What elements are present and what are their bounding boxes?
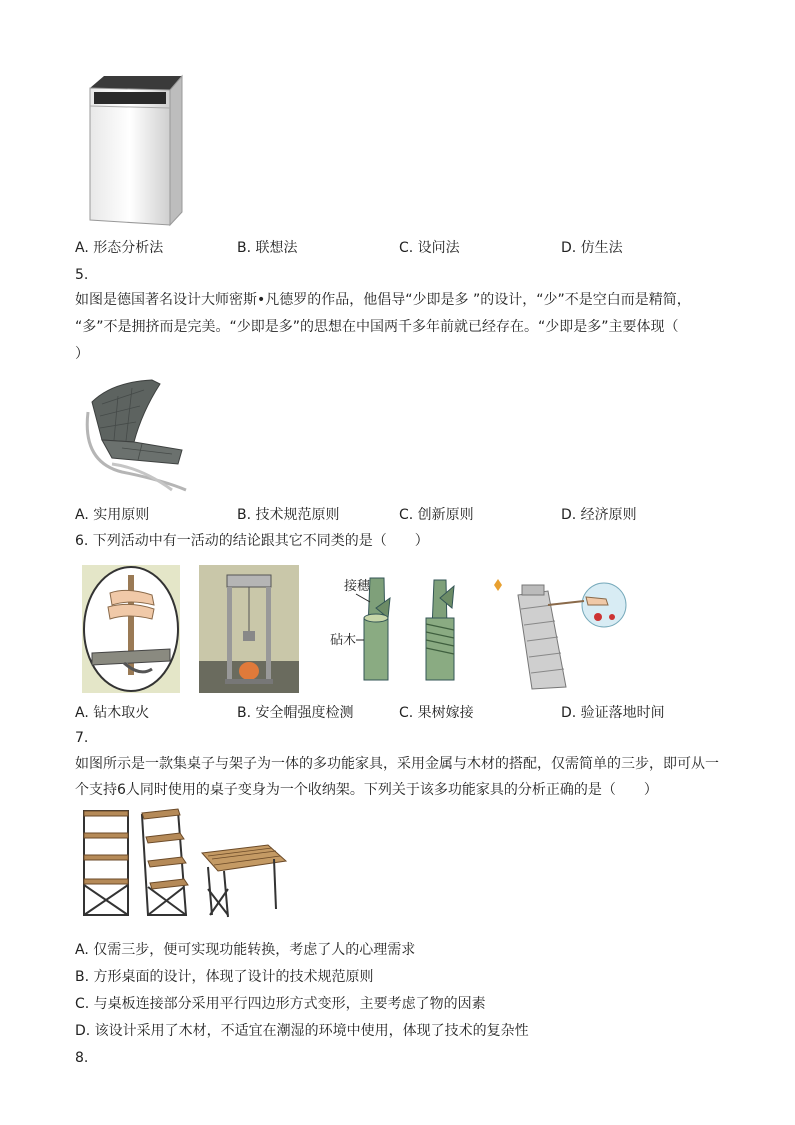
barcelona-chair-image [82, 372, 192, 494]
q4-option-a: A. 形态分析法 [75, 240, 164, 256]
multifunction-furniture-image [78, 805, 290, 923]
air-purifier-image [82, 70, 187, 230]
q5-option-c: C. 创新原则 [399, 507, 474, 523]
q6-option-a: A. 钻木取火 [75, 705, 150, 721]
q5-option-a: A. 实用原则 [75, 507, 150, 523]
q6-option-b: B. 安全帽强度检测 [237, 705, 354, 721]
q7-option-b: B. 方形桌面的设计，体现了设计的技术规范原则 [75, 969, 374, 985]
q4-option-d: D. 仿生法 [561, 240, 623, 256]
q8-number: 8. [75, 1050, 89, 1066]
q4-option-b: B. 联想法 [237, 240, 298, 256]
q7-option-c: C. 与桌板连接部分采用平行四边形方式变形，主要考虑了物的因素 [75, 996, 486, 1012]
drill-fire-image [82, 565, 180, 693]
q6-option-c: C. 果树嫁接 [399, 705, 474, 721]
q7-text-line1: 如图所示是一款集桌子与架子为一体的多功能家具，采用金属与木材的搭配，仅需简单的三步，即可从一 [75, 756, 719, 772]
graft-label-rootstock: 砧木 [330, 633, 357, 648]
q5-number: 5. [75, 267, 89, 283]
q5-option-b: B. 技术规范原则 [237, 507, 340, 523]
q7-option-a: A. 仅需三步，便可实现功能转换，考虑了人的心理需求 [75, 942, 416, 958]
q5-option-d: D. 经济原则 [561, 507, 637, 523]
graft-label-scion: 接穗 [344, 579, 371, 594]
q6-option-d: D. 验证落地时间 [561, 705, 665, 721]
q4-option-c: C. 设问法 [399, 240, 460, 256]
helmet-test-image [199, 565, 299, 693]
grafting-image [330, 568, 480, 690]
q5-text-line1: 如图是德国著名设计大师密斯•凡德罗的作品，他倡导“少即是多 ”的设计，“少”不是空白而是精简， [75, 292, 691, 308]
q7-number: 7. [75, 730, 89, 746]
leaning-tower-image [488, 575, 628, 693]
q6-text: 6. 下列活动中有一活动的结论跟其它不同类的是（ ） [75, 533, 429, 549]
q5-text-line2: “多”不是拥挤而是完美。“少即是多”的思想在中国两千多年前就已经存在。“少即是多”主要体现（ [75, 319, 679, 335]
q5-text-line3: ） [75, 346, 89, 362]
q7-text-line2: 个支持6人同时使用的桌子变身为一个收纳架。下列关于该多功能家具的分析正确的是（ ） [75, 782, 658, 798]
q7-option-d: D. 该设计采用了木材，不适宜在潮湿的环境中使用，体现了技术的复杂性 [75, 1023, 529, 1039]
